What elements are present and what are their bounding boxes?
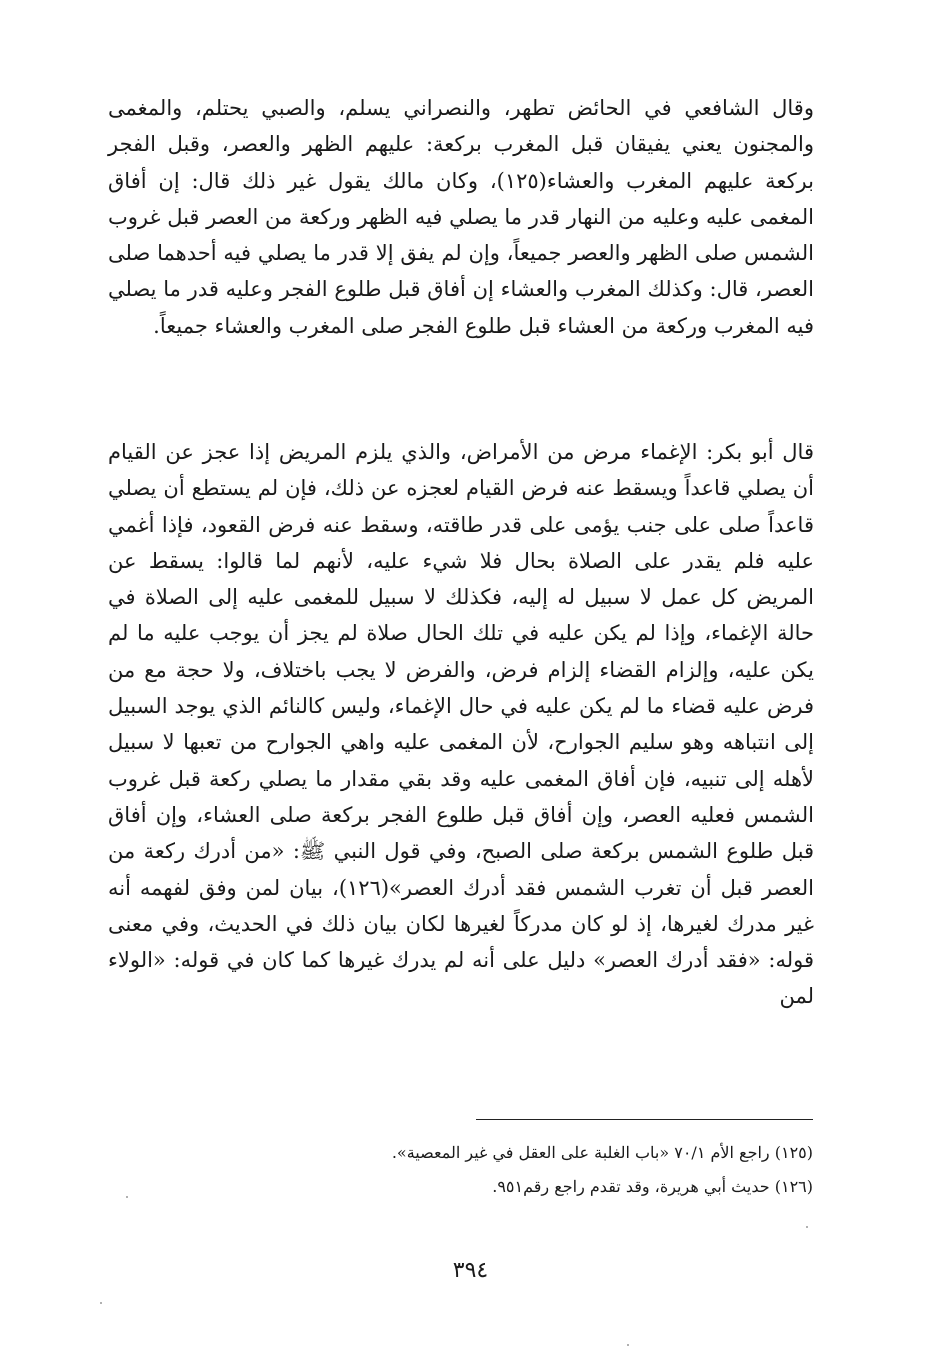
scan-speck (806, 1226, 808, 1228)
paragraph-2: قال أبو بكر: الإغماء مرض من الأمراض، والذي يلزم المريض إذا عجز عن القيام أن يصلي قاعداً ويسقط عنه فرض القيام لعجزه عن ذلك، فإن لم يستطع أن يصلي قاعداً صلى على جنب يؤمى على قدر طاقته، وسقط عنه فرض القعود، فإذا أغمي عليه فلم يقدر على الصلاة بحال فلا شيء عليه، لأنهم لما قالوا: يسقط عن المريض كل عمل لا سبيل له إليه، فكذلك لا سبيل للمغمى عليه إلى الصلاة في حالة الإغماء، وإذا لم يكن عليه في تلك الحال صلاة لم يجز أن يوجب عليه ما لم يكن عليه، وإلزام القضاء إلزام فرض، والفرض لا يجب باختلاف، ولا حجة مع من فرض عليه قضاء ما لم يكن عليه في حال الإغماء، وليس كالنائم الذي يوجد السبيل إلى انتباهه وهو سليم الجوارح، لأن المغمى عليه واهي الجوارح من تعبها لا سبيل لأهله إلى تنبيه، فإن أفاق المغمى عليه وقد بقي مقدار ما يصلي ركعة قبل غروب الشمس فعليه العصر، وإن أفاق قبل طلوع الفجر بركعة صلى العشاء، وإن أفاق قبل طلوع الشمس بركعة صلى الصبح، وفي قول النبي ﷺ: «من أدرك ركعة من العصر قبل أن تغرب الشمس فقد أدرك العصر»(١٢٦)، بيان لمن وفق لفهمه أنه غير مدرك لغيرها، إذ لو كان مدركاً لغيرها لكان بيان ذلك في الحديث، وفي معنى قوله: «فقد أدرك العصر» دليل على أنه لم يدرك غيرها كما كان في قوله: «الولاء لمن (108, 440, 814, 1009)
scan-speck (126, 1196, 128, 1198)
scan-speck (100, 1302, 102, 1304)
footnotes (108, 1136, 813, 1204)
scan-speck (627, 1344, 629, 1346)
footnote-126: (١٢٦) حديث أبي هريرة، وقد تقدم راجع رقم٩٥١. (492, 1177, 813, 1196)
footnote-125: (١٢٥) راجع الأم ٧٠/١ «باب الغلبة على العقل في غير المعصية». (391, 1143, 813, 1162)
footnote-separator (476, 1119, 813, 1120)
paragraph-1: وقال الشافعي في الحائض تطهر، والنصراني يسلم، والصبي يحتلم، والمغمى والمجنون يعني يفيقان قبل المغرب بركعة: عليهم الظهر والعصر، وقبل الفجر بركعة عليهم المغرب والعشاء(١٢٥)، وكان مالك يقول غير ذلك قال: إن أفاق المغمى عليه وعليه من النهار قدر ما يصلي فيه الظهر وركعة من العصر قبل غروب الشمس صلى الظهر والعصر جميعاً، وإن لم يفق إلا قدر ما يصلي فيه أحدهما صلى العصر، قال: وكذلك المغرب والعشاء إن أفاق قبل طلوع الفجر وعليه قدر ما يصلي فيه المغرب وركعة من العشاء قبل طلوع الفجر صلى المغرب والعشاء جميعاً. (108, 96, 814, 338)
page-number: ٣٩٤ (452, 1258, 489, 1283)
